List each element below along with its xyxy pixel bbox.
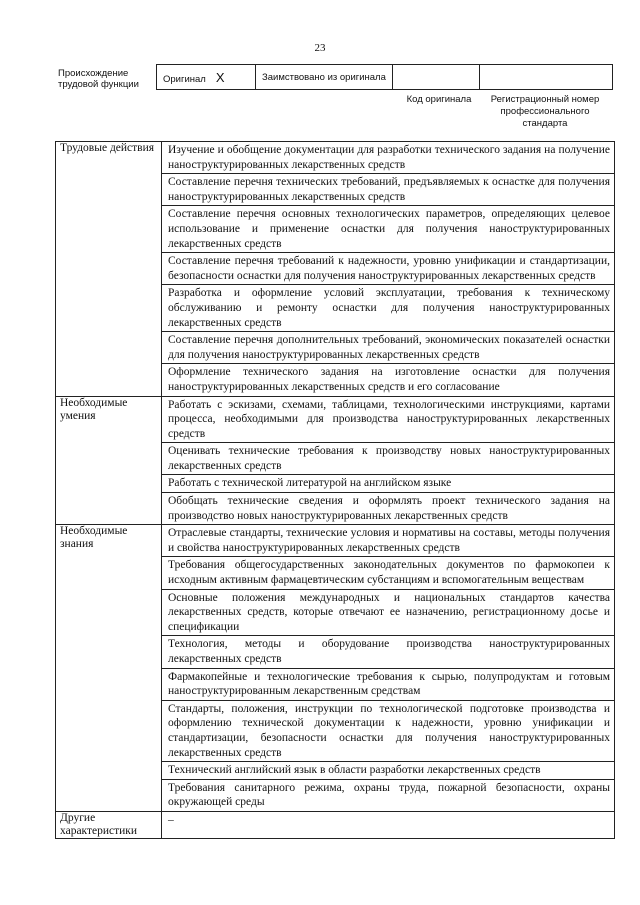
code-cell xyxy=(393,65,480,90)
section-item: Требования санитарного режима, охраны труда, пожарной безопасности, охраны окружающей среды xyxy=(162,779,615,811)
table-row xyxy=(56,142,615,174)
table-row xyxy=(56,396,615,443)
labor-function-body xyxy=(56,142,615,839)
borrowed-cell xyxy=(256,65,393,90)
section-item: Работать с эскизами, схемами, таблицами, технологическими инструкциями, картами процесса, необходимыми для производства наноструктурированных лекарственных средств xyxy=(162,396,615,443)
original-cell xyxy=(157,65,256,90)
section-title: Необходимые знания xyxy=(56,525,162,812)
reg-number-cell xyxy=(480,65,613,90)
section-item: Составление перечня технических требований, предъявляемых к оснастке для получения наноструктурированных лекарственных средств xyxy=(162,174,615,206)
section-title: Необходимые умения xyxy=(56,396,162,525)
section-title: Другие характеристики xyxy=(56,811,162,838)
section-item: Составление перечня требований к надежности, уровню унификации и стандартизации, безопасности оснастки для получения наноструктурированных лекарственных средств xyxy=(162,253,615,285)
section-item: Составление перечня основных технологических параметров, определяющих целевое использование и применение оснастки для получения наноструктурированных лекарственных средств xyxy=(162,206,615,253)
section-item: Фармакопейные и технологические требования к сырью, полупродуктам и готовым наноструктурированным лекарственным средствам xyxy=(162,668,615,700)
reg-number-caption: Регистрационный номер профессионального стандарта xyxy=(490,94,600,129)
origin-table xyxy=(156,64,613,90)
section-item: Работать с технической литературой на английском языке xyxy=(162,475,615,493)
section-item: Обобщать технические сведения и оформлять проект технического задания на производство новых наноструктурированных лекарственных средств xyxy=(162,493,615,525)
section-item: Оформление технического задания на изготовление оснастки для получения наноструктурированных лекарственных средств и его согласование xyxy=(162,364,615,396)
labor-function-table xyxy=(55,141,615,839)
original-mark: X xyxy=(215,69,225,85)
table-row xyxy=(56,525,615,557)
section-item: Разработка и оформление условий эксплуатации, требования к техническому обслуживанию и ремонту оснастки для получения наноструктурированных лекарственных средств xyxy=(162,285,615,332)
section-item: Изучение и обобщение документации для разработки технического задания на получение наноструктурированных лекарственных средств xyxy=(162,142,615,174)
section-item: Основные положения международных и национальных стандартов качества лекарственных средств, которые отвечают ее назначению, регистрационному досье и спецификации xyxy=(162,589,615,636)
section-item: Технический английский язык в области разработки лекарственных средств xyxy=(162,762,615,780)
code-caption: Код оригинала xyxy=(406,94,472,105)
section-item: Стандарты, положения, инструкции по технологической подготовке производства и оформлению технической документации к надежности, уровню унификации и стандартизации, безопасности оснастки для получения наноструктурированных лекарственных средств xyxy=(162,700,615,761)
borrowed-label: Заимствовано из оригинала xyxy=(262,71,386,83)
section-item: Технология, методы и оборудование производства наноструктурированных лекарственных средств xyxy=(162,636,615,668)
original-label: Оригинал xyxy=(163,73,206,85)
origin-label: Происхождение трудовой функции xyxy=(58,68,139,90)
section-item: Отраслевые стандарты, технические условия и нормативы на составы, методы получения и свойства наноструктурированных лекарственных средств xyxy=(162,525,615,557)
section-item: Требования общегосударственных законодательных документов по фармокопеи к исходным активным фармацевтическим субстанциям и вспомогательным веществам xyxy=(162,557,615,589)
table-row xyxy=(56,811,615,838)
page-number: 23 xyxy=(314,42,326,54)
section-item: Оценивать технические требования к производству новых наноструктурированных лекарственных средств xyxy=(162,443,615,475)
section-title: Трудовые действия xyxy=(56,142,162,397)
section-item: Составление перечня дополнительных требований, экономических показателей оснастки для получения наноструктурированных лекарственных средств xyxy=(162,332,615,364)
section-item: – xyxy=(162,811,615,838)
